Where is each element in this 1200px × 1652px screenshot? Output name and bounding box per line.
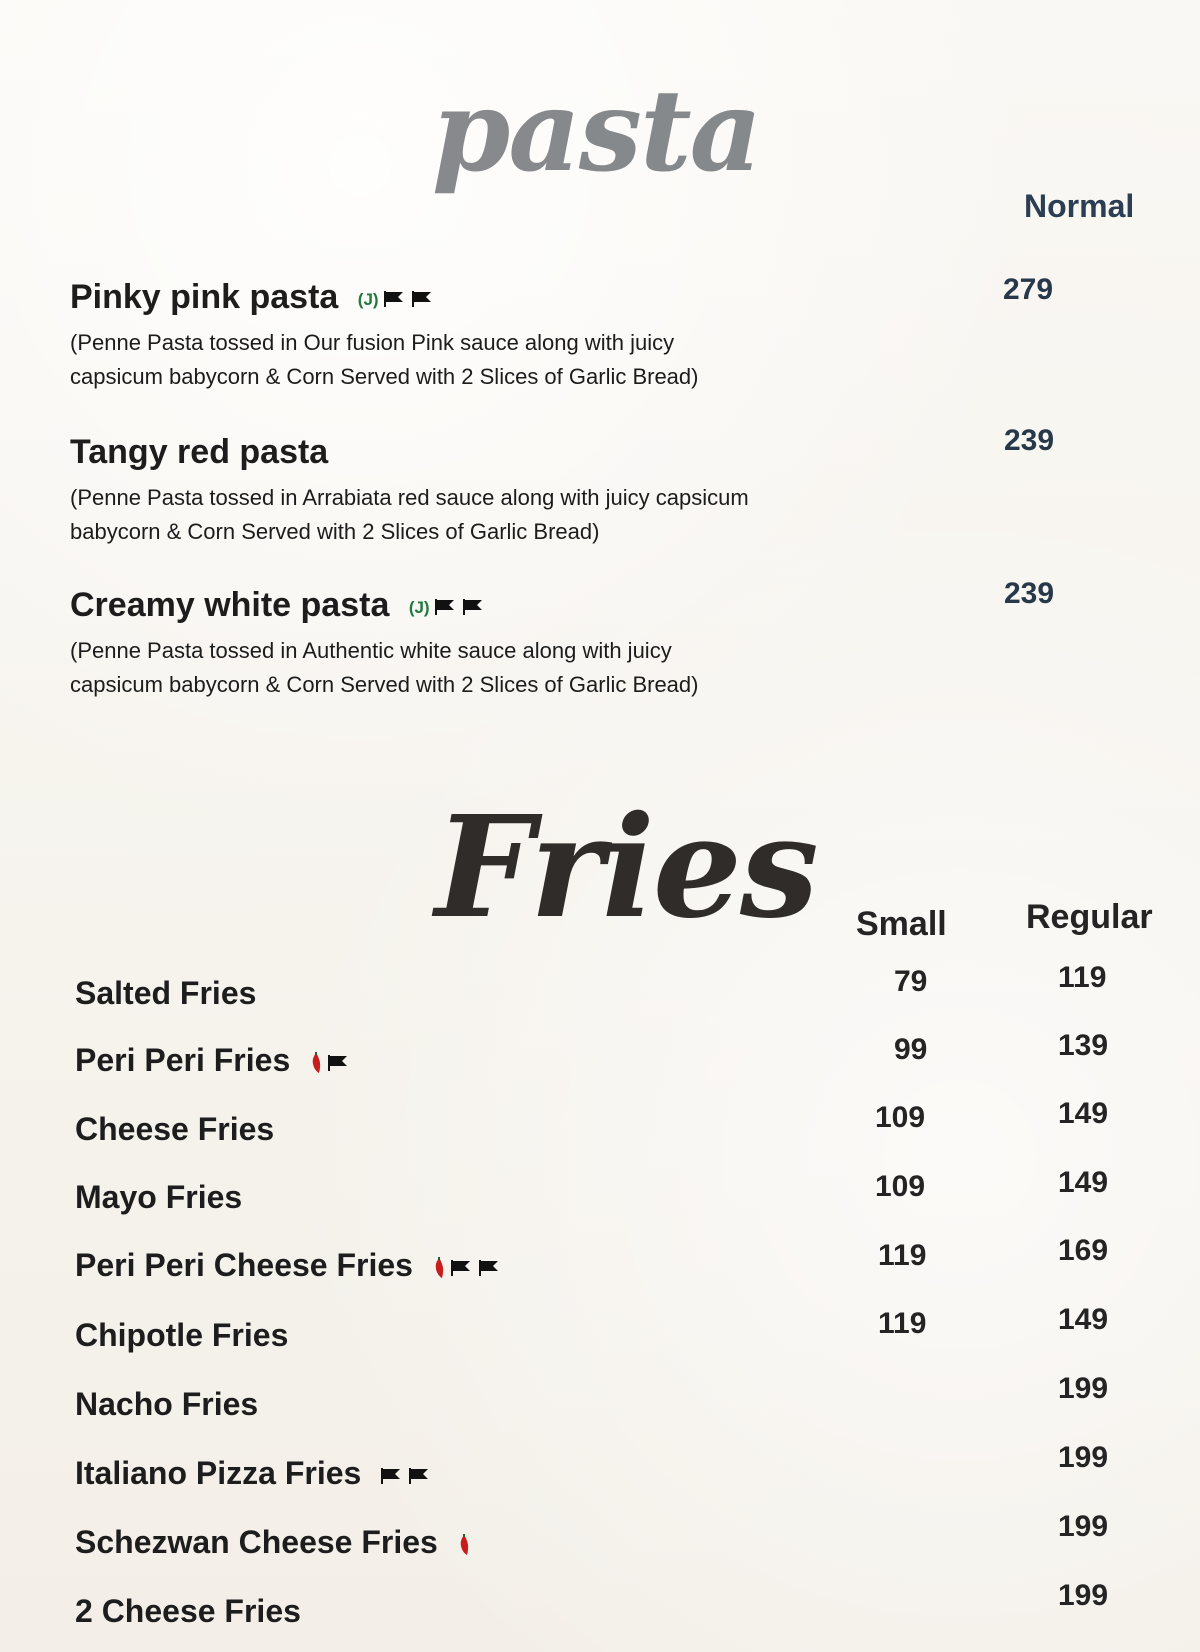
description-line: capsicum babycorn & Corn Served with 2 Slices of Garlic Bread)	[70, 672, 699, 697]
fries-item-name: Nacho Fries	[75, 1386, 259, 1422]
fries-regular-price: 199	[1058, 1441, 1109, 1474]
fries-item-label: Peri Peri Cheese Fries	[75, 1247, 413, 1283]
fries-regular-price: 149	[1058, 1097, 1109, 1130]
fries-small-price: 119	[878, 1239, 927, 1272]
fries-regular-price: 139	[1058, 1029, 1109, 1062]
fries-item-name: 2 Cheese Fries	[75, 1593, 301, 1629]
pasta-item-price: 239	[1004, 577, 1055, 610]
fries-small-price: 109	[875, 1101, 926, 1134]
fries-regular-price: 169	[1058, 1234, 1109, 1267]
pasta-item-badges	[358, 289, 435, 309]
flag-icon	[380, 1466, 404, 1486]
fries-small-header: Small	[856, 905, 947, 943]
fries-item-badges	[380, 1466, 432, 1486]
pasta-section-title: pasta	[432, 66, 761, 197]
chili-icon	[309, 1051, 323, 1075]
fries-regular-price: 199	[1058, 1372, 1109, 1405]
fries-small-price: 79	[894, 965, 928, 998]
fries-item-name	[75, 1247, 502, 1284]
fries-regular-header: Regular	[1026, 898, 1153, 936]
fries-item-badges	[457, 1533, 471, 1557]
flag-icon	[434, 597, 458, 617]
pasta-item-label: Pinky pink pasta	[70, 278, 339, 316]
pasta-item-price: 279	[1003, 273, 1054, 306]
flag-icon	[327, 1053, 351, 1073]
fries-small-price: 119	[878, 1307, 927, 1340]
chili-icon	[432, 1256, 446, 1280]
fries-item-badges	[432, 1256, 502, 1280]
flag-icon	[411, 289, 435, 309]
flag-icon	[383, 289, 407, 309]
flag-icon	[450, 1258, 474, 1278]
fries-regular-price: 119	[1058, 961, 1107, 994]
fries-item-name	[75, 1455, 432, 1492]
pasta-item-name: Tangy red pasta	[70, 433, 329, 471]
pasta-item-description	[70, 326, 830, 394]
fries-small-price: 99	[894, 1033, 928, 1066]
fries-item-name	[75, 1524, 471, 1561]
fries-section-title: Fries	[435, 786, 817, 950]
fries-item-label: Peri Peri Fries	[75, 1042, 291, 1078]
fries-item-label: Schezwan Cheese Fries	[75, 1524, 438, 1560]
description-line: (Penne Pasta tossed in Authentic white sauce along with juicy	[70, 638, 672, 663]
fries-item-name: Mayo Fries	[75, 1179, 243, 1215]
fries-item-label: Italiano Pizza Fries	[75, 1455, 362, 1491]
fries-regular-price: 199	[1058, 1579, 1109, 1612]
pasta-item-price: 239	[1004, 424, 1055, 457]
pasta-item-label: Creamy white pasta	[70, 586, 390, 624]
pasta-item-badges	[409, 597, 486, 617]
fries-item-name: Salted Fries	[75, 975, 257, 1011]
description-line: capsicum babycorn & Corn Served with 2 Slices of Garlic Bread)	[70, 364, 699, 389]
fries-item-badges	[309, 1051, 351, 1075]
fries-regular-price: 149	[1058, 1166, 1109, 1199]
fries-regular-price: 199	[1058, 1510, 1109, 1543]
fries-regular-price: 149	[1058, 1303, 1109, 1336]
fries-item-name	[75, 1042, 351, 1079]
fries-item-name: Chipotle Fries	[75, 1317, 289, 1353]
description-line: babycorn & Corn Served with 2 Slices of Garlic Bread)	[70, 519, 600, 544]
pasta-item-description	[70, 634, 830, 702]
description-line: (Penne Pasta tossed in Arrabiata red sauce along with juicy capsicum	[70, 485, 749, 510]
jain-badge: (J)	[357, 289, 379, 309]
flag-icon	[478, 1258, 502, 1278]
chili-icon	[457, 1533, 471, 1557]
pasta-item-description	[70, 481, 830, 549]
flag-icon	[462, 597, 486, 617]
flag-icon	[408, 1466, 432, 1486]
pasta-item-name	[70, 586, 486, 625]
pasta-item-name	[70, 278, 435, 317]
fries-small-price: 109	[875, 1170, 926, 1203]
pasta-price-header: Normal	[1024, 188, 1135, 224]
description-line: (Penne Pasta tossed in Our fusion Pink sauce along with juicy	[70, 330, 675, 355]
fries-item-name: Cheese Fries	[75, 1111, 275, 1147]
jain-badge: (J)	[408, 597, 430, 617]
